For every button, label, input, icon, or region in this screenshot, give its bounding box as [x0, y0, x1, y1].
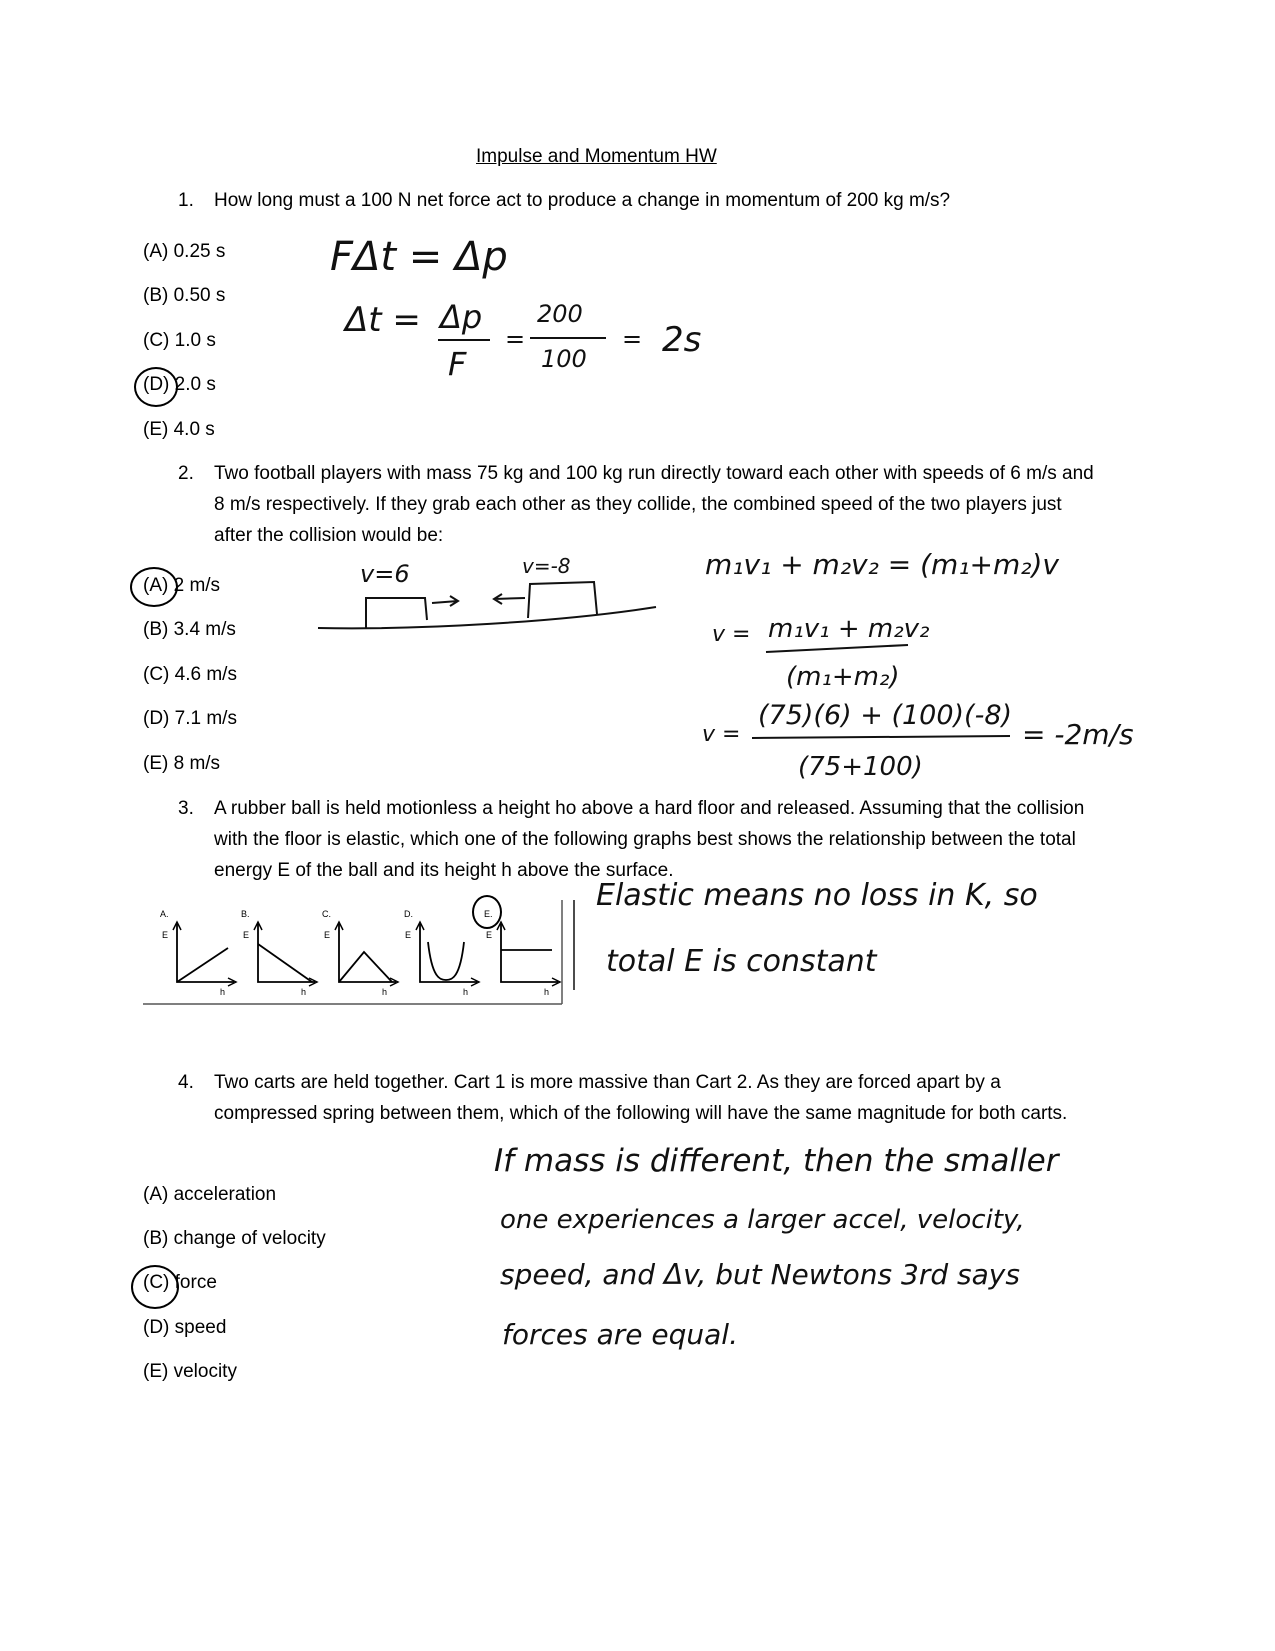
q1-hw-num1: Δp — [440, 298, 483, 336]
q2-option-c: (C) 4.6 m/s — [143, 664, 237, 685]
q2-hw-v1: v=6 — [360, 560, 410, 588]
q1-hw-num2: 200 — [537, 300, 583, 328]
q4-hw-line4: forces are equal. — [502, 1318, 738, 1351]
q1-number: 1. — [178, 190, 194, 211]
q4-hw-line1: If mass is different, then the smaller — [494, 1143, 1059, 1179]
q2-option-e: (E) 8 m/s — [143, 753, 221, 774]
q2-hw-v2: v=-8 — [522, 554, 571, 578]
q4-option-e: (E) velocity — [143, 1361, 237, 1382]
q1-option-b: (B) 0.50 s — [143, 285, 226, 306]
q1-hw-eq: = — [505, 325, 526, 353]
q3-axis-h-e: h — [544, 987, 550, 997]
q1-hw-result: 2s — [662, 320, 702, 360]
q4-option-c: (C) force — [143, 1272, 217, 1293]
q3-graph-a — [173, 922, 236, 986]
q2-hw-den3: (75+100) — [798, 752, 923, 782]
q3-axis-h-a: h — [220, 987, 226, 997]
q1-hw-dt: Δt = — [345, 300, 421, 340]
q3-hw-line2: total E is constant — [606, 944, 877, 979]
q3-text: A rubber ball is held motionless a height ho above a hard floor and released. Assuming that the collision with the floor is elastic, which one of the following graphs best shows the relationship between the total energy E of the ball and its height h above the surface. — [214, 798, 1085, 881]
q1-option-c: (C) 1.0 s — [143, 330, 216, 351]
q3-axis-e-d: E — [405, 930, 412, 940]
q4-text: Two carts are held together. Cart 1 is more massive than Cart 2. As they are forced apart by a compressed spring between them, which of the following will have the same magnitude for both carts. — [214, 1072, 1068, 1124]
q3-graph-label-e: E. — [484, 909, 493, 919]
q2-hw-den2: (m₁+m₂) — [786, 662, 900, 692]
q2-hw-eq1: m₁v₁ + m₂v₂ = (m₁+m₂)v — [705, 548, 1059, 581]
q1-option-e: (E) 4.0 s — [143, 419, 215, 440]
q3-axis-e-a: E — [162, 930, 169, 940]
q3-graph-label-a: A. — [160, 909, 169, 919]
q4-option-d: (D) speed — [143, 1317, 227, 1338]
q2-arrow-right — [432, 596, 458, 606]
q2-option-a: (A) 2 m/s — [143, 575, 221, 596]
q3-axis-e-c: E — [324, 930, 331, 940]
q2-box-left — [366, 598, 427, 628]
q3-axis-h-d: h — [463, 987, 469, 997]
q3-number: 3. — [178, 798, 194, 819]
q3-hw-line1: Elastic means no loss in K, so — [596, 878, 1038, 913]
q2-text: Two football players with mass 75 kg and 100 kg run directly toward each other with speeds of 6 m/s and 8 m/s respectively. If they grab each other as they collide, the combined speed of the two players just after the collision would be: — [214, 463, 1094, 546]
q1-hw-impulse: FΔt = Δp — [330, 234, 508, 280]
q3-axis-h-c: h — [382, 987, 388, 997]
q3-axis-e-b: E — [243, 930, 250, 940]
q3-graph-label-b: B. — [241, 909, 250, 919]
q2-arrow-left — [494, 594, 525, 604]
q2-option-b: (B) 3.4 m/s — [143, 619, 236, 640]
q2-fraction-bar-1 — [766, 645, 908, 652]
q1-hw-den2: 100 — [541, 345, 587, 373]
q1-hw-eq2: = — [622, 325, 643, 353]
q2-box-right — [528, 582, 597, 618]
q1-option-d: (D) 2.0 s — [143, 374, 216, 395]
q2-fraction-bar-2 — [752, 736, 1010, 738]
page-title: Impulse and Momentum HW — [476, 146, 717, 167]
q1-hw-den1: F — [448, 345, 467, 383]
q3-graph-e — [497, 922, 560, 986]
q2-hw-num3: (75)(6) + (100)(-8) — [758, 700, 1013, 731]
q3-graph-c — [335, 922, 398, 986]
q3-axis-e-e: E — [486, 930, 493, 940]
q2-hw-v-lhs2: v = — [702, 722, 741, 747]
q1-option-a: (A) 0.25 s — [143, 241, 226, 262]
q3-graph-d — [416, 922, 479, 986]
q3-axis-h-b: h — [301, 987, 307, 997]
q2-hw-num2: m₁v₁ + m₂v₂ — [768, 614, 930, 644]
q3-graph-label-c: C. — [322, 909, 331, 919]
q2-number: 2. — [178, 463, 194, 484]
q3-graph-label-d: D. — [404, 909, 413, 919]
q4-option-a: (A) acceleration — [143, 1184, 277, 1205]
q2-hw-result: = -2m/s — [1022, 718, 1134, 751]
q2-hw-v-lhs: v = — [712, 622, 751, 647]
q3-graph-b — [254, 922, 317, 986]
q1-text: How long must a 100 N net force act to produce a change in momentum of 200 kg m/s? — [214, 190, 951, 211]
q4-number: 4. — [178, 1072, 194, 1093]
q4-hw-line3: speed, and Δv, but Newtons 3rd says — [500, 1258, 1020, 1291]
q2-ground-line — [318, 607, 656, 628]
q2-option-d: (D) 7.1 m/s — [143, 708, 237, 729]
q4-hw-line2: one experiences a larger accel, velocity, — [500, 1205, 1025, 1235]
q4-option-b: (B) change of velocity — [143, 1228, 326, 1249]
